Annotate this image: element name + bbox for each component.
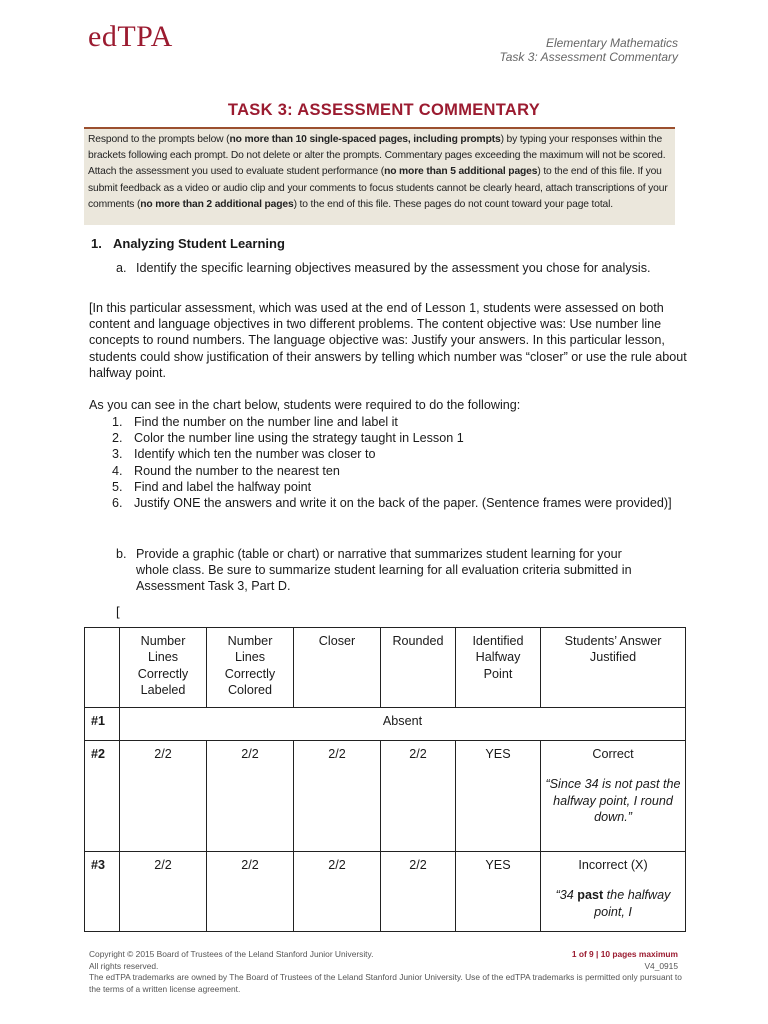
- justification-verdict: Correct: [592, 747, 634, 761]
- list-item: 2. Color the number line using the strategy taught in Lesson 1: [112, 431, 464, 446]
- table-header-cell: Number Lines Correctly Colored: [207, 628, 294, 708]
- justification-verdict: Incorrect (X): [578, 858, 648, 872]
- table-cell: 2/2: [294, 852, 381, 932]
- table-header-cell: Students’ Answer Justified: [541, 628, 686, 708]
- footer-copyright: Copyright © 2015 Board of Trustees of the Leland Stanford Junior University. All rights reserved. The edTPA trademarks are owned by The Board of Trustees of the Leland Stanford Junior University. Use of the edTPA trademarks is permitted only pursuant to the terms of a written license agreement.: [89, 949, 682, 994]
- table-row: [85, 852, 686, 932]
- page-count: 1 of 9 | 10 pages maximum: [571, 949, 678, 959]
- section-title: Analyzing Student Learning: [113, 236, 285, 251]
- prompt-b: [116, 546, 656, 594]
- instr-bold-1: no more than 10 single-spaced pages, including prompts: [229, 134, 501, 145]
- table-cell: 2/2: [207, 741, 294, 852]
- table-cell: 2/2: [294, 741, 381, 852]
- section-heading: [91, 236, 285, 251]
- table-cell: 2/2: [381, 852, 456, 932]
- table-header-cell: Identified Halfway Point: [456, 628, 541, 708]
- list-item: 3. Identify which ten the number was closer to: [112, 447, 376, 462]
- table-header-cell: Closer: [294, 628, 381, 708]
- table-cell: YES: [456, 741, 541, 852]
- table-row: [85, 708, 686, 741]
- student-quote: “Since 34 is not past the halfway point, I round down.”: [545, 777, 681, 824]
- instr-bold-2: no more than 5 additional pages: [384, 166, 538, 178]
- table-header-row: [85, 628, 686, 708]
- table-header-cell: Rounded: [381, 628, 456, 708]
- page-title: TASK 3: ASSESSMENT COMMENTARY: [227, 101, 541, 119]
- row-label: #1: [85, 708, 120, 741]
- footer-page-info: [572, 949, 678, 972]
- list-item: 5. Find and label the halfway point: [112, 479, 312, 494]
- instructions-box: [84, 127, 675, 225]
- edtpa-logo: edTPA: [88, 20, 173, 53]
- prompt-a-label: a.: [116, 261, 127, 275]
- header-doc-title: Task 3: Assessment Commentary: [499, 50, 678, 64]
- justification-cell: [541, 741, 686, 852]
- prompt-a-text: Identify the specific learning objectives measured by the assessment you chose for analysis.: [136, 261, 651, 275]
- instr-text-3: ) to the end of this file. If you submit feedback as a video or audio clip and your comments to focus students cannot be clearly heard, attach transcriptions of your comments (: [88, 166, 668, 210]
- table-header-cell: Number Lines Correctly Labeled: [120, 628, 207, 708]
- response-paragraph-1: [In this particular assessment, which was used at the end of Lesson 1, students were assessed on both content and language objectives in two different problems. The content objective was: Use number line concepts to round numbers. The language objective was: Justify your answers. In this particular lesson, students could show justification of their answers by telling which number was “closer” or use the rule about halfway point.: [89, 301, 687, 380]
- prompt-a: [116, 260, 656, 276]
- absent-cell: Absent: [120, 708, 686, 741]
- results-table: [84, 627, 686, 932]
- instr-text-1: Respond to the prompts below (: [88, 134, 230, 145]
- table-cell: 2/2: [381, 741, 456, 852]
- instr-text-2: ) by typing your responses within the brackets following each prompt. Do not delete or alter the prompts. Commentary pages exceeding the maximum will not be scored. Attach the assessment you used to evaluate student performance (: [88, 134, 666, 178]
- row-label: #2: [85, 741, 120, 852]
- table-cell: 2/2: [120, 741, 207, 852]
- justification-cell: [541, 852, 686, 932]
- page-header: [499, 36, 678, 64]
- section-number: 1.: [91, 236, 102, 251]
- instr-bold-3: no more than 2 additional pages: [140, 198, 294, 210]
- list-item: 1. Find the number on the number line and label it: [112, 415, 398, 429]
- prompt-b-label: b.: [116, 547, 127, 561]
- version-label: V4_0915: [644, 960, 678, 971]
- requirements-list: [108, 414, 678, 511]
- table-cell: 2/2: [120, 852, 207, 932]
- prompt-b-text: Provide a graphic (table or chart) or narrative that summarizes student learning for your whole class. Be sure to summarize student learning for all evaluation criteria submitted in Assessment Task 3, Part D.: [136, 547, 632, 593]
- open-bracket: [: [116, 604, 120, 619]
- student-quote: “34 past the halfway point, I: [555, 888, 671, 919]
- header-subject: Elementary Mathematics: [545, 36, 678, 50]
- table-cell: YES: [456, 852, 541, 932]
- row-label: #3: [85, 852, 120, 932]
- response-paragraph-2: As you can see in the chart below, students were required to do the following:: [89, 398, 521, 412]
- table-row: [85, 741, 686, 852]
- list-item: 6. Justify ONE the answers and write it on the back of the paper. (Sentence frames were provided)]: [112, 496, 672, 511]
- instr-text-4: ) to the end of this file. These pages do not count toward your page total.: [293, 198, 613, 210]
- table-cell: 2/2: [207, 852, 294, 932]
- list-item: 4. Round the number to the nearest ten: [112, 463, 340, 478]
- table-header-cell: [85, 628, 120, 708]
